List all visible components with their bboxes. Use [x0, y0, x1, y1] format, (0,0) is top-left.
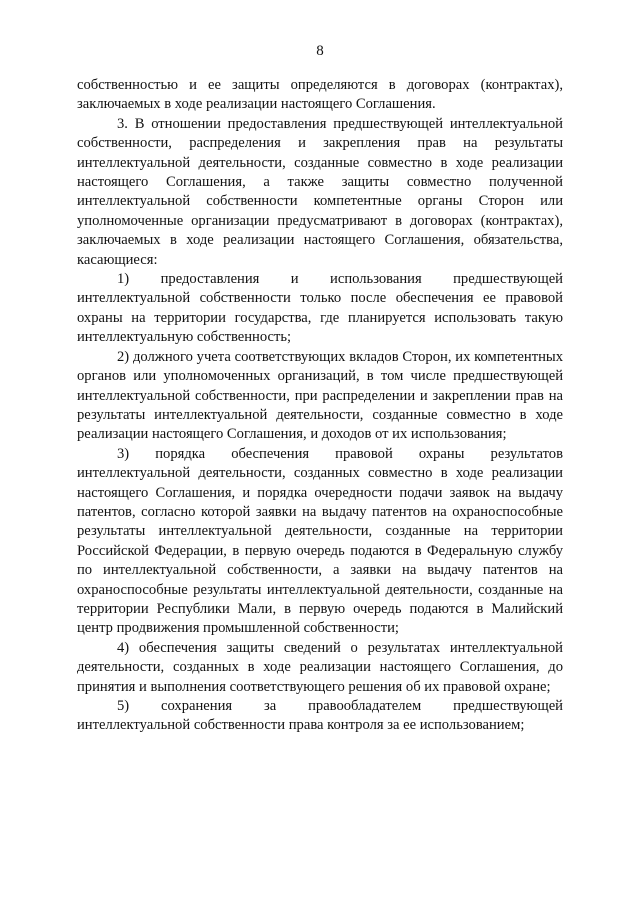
paragraph-continuation: собственностью и ее защиты определяются в договорах (контрактах), заключаемых в ходе реализации настоящего Соглашения.	[77, 77, 563, 113]
paragraph-item-5: 5) сохранения за правообладателем предшествующей интеллектуальной собственности права контроля за ее использованием;	[77, 698, 563, 734]
page-number: 8	[316, 43, 324, 59]
paragraph-item-2: 2) должного учета соответствующих вкладов Сторон, их компетентных органов или уполномоченных организаций, в том числе предшествующей интеллектуальной собственности, при распределении и закреплении прав на результаты интеллектуальной деятельности, созданные совместно в ходе реализации настоящего Соглашения, и доходов от их использования;	[77, 348, 563, 443]
paragraph-item-4: 4) обеспечения защиты сведений о результатах интеллектуальной деятельности, созданных в ходе реализации настоящего Соглашения, до принятия и выполнения соответствующего решения об их правовой охране;	[77, 639, 563, 695]
document-body	[77, 76, 563, 736]
paragraph-clause-3: 3. В отношении предоставления предшествующей интеллектуальной собственности, распределения и закрепления прав на результаты интеллектуальной деятельности, созданные совместно в ходе реализации настоящего Соглашения, а также защиты совместно полученной интеллектуальной собственности компетентные органы Сторон или уполномоченные организации предусматривают в договорах (контрактах), заключаемых в ходе реализации настоящего Соглашения, обязательства, касающиеся:	[77, 115, 563, 268]
paragraph-item-3: 3) порядка обеспечения правовой охраны результатов интеллектуальной деятельности, созданных совместно в ходе реализации настоящего Соглашения, и порядка очередности подачи заявок на выдачу патентов, согласно которой заявки на выдачу патентов на охраноспособные результаты интеллектуальной деятельности, созданные на территории Российской Федерации, в первую очередь подаются в Федеральную службу по интеллектуальной собственности, а заявки на выдачу патентов на охраноспособные результаты интеллектуальной деятельности, созданные на территории Республики Мали, в первую очередь подаются в Малийский центр продвижения промышленной собственности;	[77, 445, 563, 637]
paragraph-item-1: 1) предоставления и использования предшествующей интеллектуальной собственности только после обеспечения ее правовой охраны на территории государства, где планируется использовать такую интеллектуальную собственность;	[77, 271, 563, 346]
